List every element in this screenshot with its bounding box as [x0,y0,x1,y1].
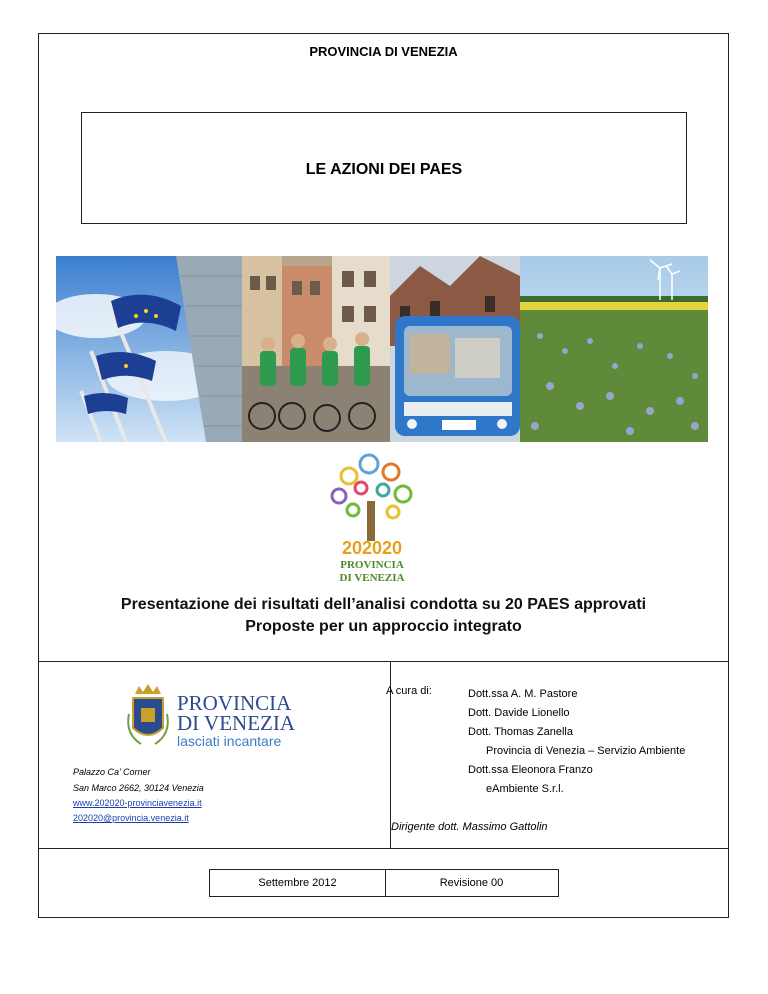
address-line1: Palazzo Ca’ Corner [73,767,151,777]
divider-bottom [39,848,728,849]
provincia-logo-line1: PROVINCIA [177,691,292,715]
author-3: Dott. Thomas Zanella [468,726,573,738]
footer-revision: Revisione 00 [439,877,504,889]
document-frame [38,33,729,918]
photo-strip [56,256,708,442]
provincia-logo [125,684,305,754]
provincia-logo-line2: DI VENEZIA [177,711,296,735]
title-box [81,112,687,224]
email-link[interactable]: 202020@provincia.venezia.it [73,813,189,823]
eu-flags-photo [56,256,242,442]
tree-icon [332,455,411,541]
author-affiliation-2: eAmbiente S.r.l. [486,783,564,795]
author-1: Dott.ssa A. M. Pastore [468,688,578,700]
subtitle-line2: Proposte per un approccio integrato [245,618,522,635]
logo2020-line2: DI VENEZIA [339,572,405,584]
dirigente: Dirigente dott. Massimo Gattolin [391,821,548,833]
footer-info-box [209,869,559,897]
address-line2: San Marco 2662, 30124 Venezia [73,783,204,793]
header-title: PROVINCIA DI VENEZIA [309,44,458,59]
subtitle-line1: Presentazione dei risultati dell’analisi condotta su 20 PAES approvati [120,596,647,613]
provincia-logo-tagline: lasciati incantare [177,733,282,749]
logo2020-line1: PROVINCIA [340,559,404,571]
subtitle [39,594,728,638]
logo2020-year: 202020 [341,538,403,558]
footer-date: Settembre 2012 [210,870,386,896]
logo-202020 [309,446,435,586]
credits-label: A cura di: [386,685,432,697]
address-block [73,764,204,826]
divider-top [39,661,728,662]
bus-photo [390,256,520,442]
authors-list [468,685,685,799]
field-wind-photo [520,256,708,442]
main-title: LE AZIONI DEI PAES [305,161,463,178]
author-4: Dott.ssa Eleonora Franzo [468,764,593,776]
website-link[interactable]: www.202020-provinciavenezia.it [73,798,202,808]
cyclists-photo [242,256,390,442]
author-2: Dott. Davide Lionello [468,707,570,719]
coat-of-arms-icon [128,684,168,744]
author-affiliation-1: Provincia di Venezia – Servizio Ambiente [486,745,686,757]
